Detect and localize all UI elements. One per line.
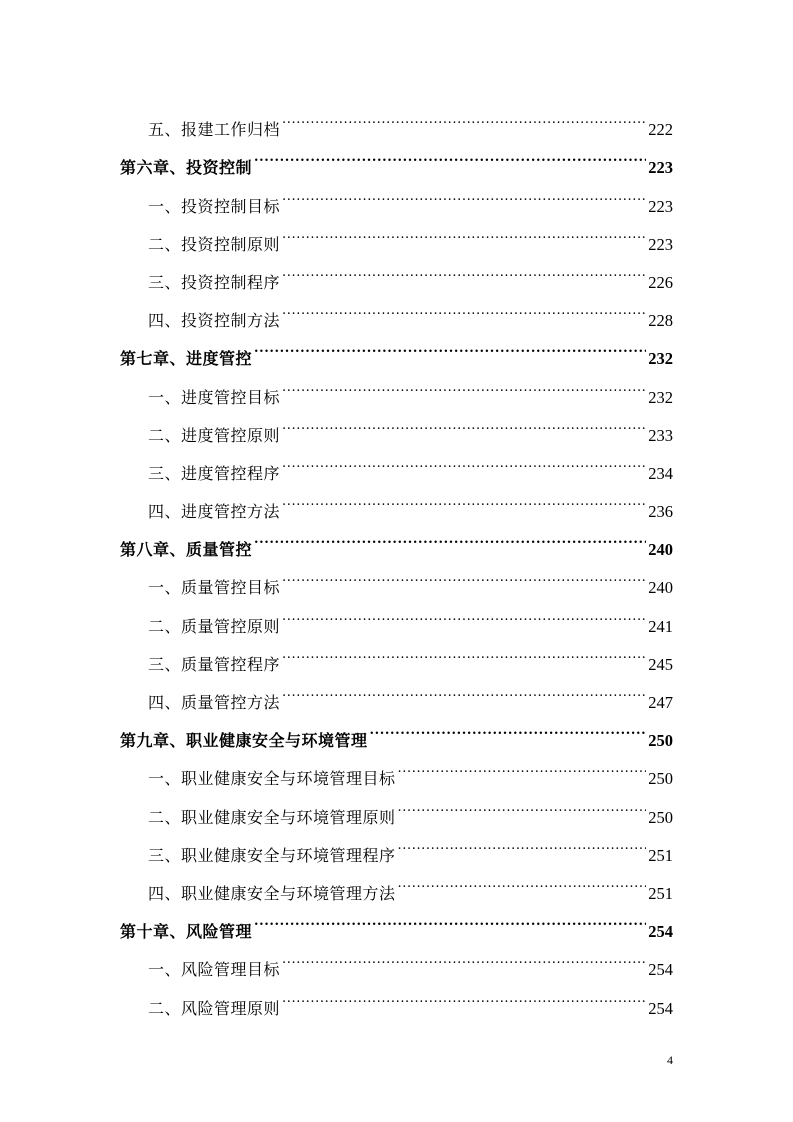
toc-dot-leader xyxy=(282,670,646,708)
toc-entry-page: 234 xyxy=(648,463,673,483)
toc-dot-leader xyxy=(282,975,646,1013)
toc-dot-leader xyxy=(398,823,647,861)
toc-entry-page: 236 xyxy=(648,502,673,522)
toc-entry-page: 240 xyxy=(648,540,673,560)
toc-entry-label: 四、职业健康安全与环境管理方法 xyxy=(148,883,396,903)
toc-dot-leader xyxy=(282,212,646,250)
toc-entry-page: 241 xyxy=(648,616,673,636)
toc-dot-leader xyxy=(398,784,647,822)
toc-entry-page: 223 xyxy=(648,234,673,254)
toc-entry-page: 223 xyxy=(648,158,673,178)
toc-entry-label: 一、风险管理目标 xyxy=(148,960,281,980)
toc-entry-label: 二、进度管控原则 xyxy=(148,425,281,445)
toc-dot-leader xyxy=(282,479,646,517)
toc-entry-label: 第九章、职业健康安全与环境管理 xyxy=(120,731,368,751)
toc-entry-label: 第八章、质量管控 xyxy=(120,540,253,560)
toc-dot-leader xyxy=(398,861,647,899)
toc-dot-leader xyxy=(282,937,646,975)
toc-dot-leader xyxy=(254,135,646,173)
toc-entry-page: 245 xyxy=(648,654,673,674)
toc-entry-label: 第六章、投资控制 xyxy=(120,158,253,178)
toc-entry[interactable] xyxy=(120,97,673,140)
toc-entry-label: 二、质量管控原则 xyxy=(148,616,281,636)
toc-entry-page: 232 xyxy=(648,387,673,407)
toc-dot-leader xyxy=(254,899,646,937)
toc-entry-label: 一、投资控制目标 xyxy=(148,196,281,216)
toc-dot-leader xyxy=(282,593,646,631)
toc-entry-label: 一、质量管控目标 xyxy=(148,578,281,598)
toc-entry-page: 233 xyxy=(648,425,673,445)
toc-dot-leader xyxy=(370,708,647,746)
toc-entry-label: 一、职业健康安全与环境管理目标 xyxy=(148,769,396,789)
toc-entry-page: 254 xyxy=(648,998,673,1018)
toc-entry-label: 四、进度管控方法 xyxy=(148,502,281,522)
toc-entry-page: 228 xyxy=(648,311,673,331)
toc-entry-label: 五、报建工作归档 xyxy=(148,120,281,140)
toc-dot-leader xyxy=(398,746,647,784)
toc-entry-page: 254 xyxy=(648,960,673,980)
toc-entry-page: 254 xyxy=(648,922,673,942)
toc-dot-leader xyxy=(282,97,646,135)
toc-entry-label: 第七章、进度管控 xyxy=(120,349,253,369)
toc-dot-leader xyxy=(282,364,646,402)
toc-entry-label: 三、质量管控程序 xyxy=(148,654,281,674)
toc-entry-page: 232 xyxy=(648,349,673,369)
toc-entry-label: 第十章、风险管理 xyxy=(120,922,253,942)
page-number: 4 xyxy=(667,1053,673,1067)
toc-dot-leader xyxy=(282,173,646,211)
toc-dot-leader xyxy=(282,555,646,593)
toc-entry-label: 二、风险管理原则 xyxy=(148,998,281,1018)
toc-entry-label: 三、职业健康安全与环境管理程序 xyxy=(148,845,396,865)
toc-dot-leader xyxy=(254,517,646,555)
toc-entry-label: 三、进度管控程序 xyxy=(148,463,281,483)
toc-dot-leader xyxy=(282,632,646,670)
toc-entry-label: 四、投资控制方法 xyxy=(148,311,281,331)
toc-entry-page: 250 xyxy=(648,769,673,789)
toc-entry-page: 240 xyxy=(648,578,673,598)
toc-entry-label: 二、投资控制原则 xyxy=(148,234,281,254)
toc-entry-page: 251 xyxy=(648,845,673,865)
table-of-contents xyxy=(120,97,673,1018)
toc-dot-leader xyxy=(282,250,646,288)
toc-entry-label: 四、质量管控方法 xyxy=(148,693,281,712)
toc-entry-page: 247 xyxy=(648,693,673,712)
toc-dot-leader xyxy=(282,288,646,326)
toc-entry-label: 二、职业健康安全与环境管理原则 xyxy=(148,807,396,827)
toc-dot-leader xyxy=(282,403,646,441)
toc-entry-page: 226 xyxy=(648,272,673,292)
toc-entry-page: 251 xyxy=(648,883,673,903)
toc-entry-page: 250 xyxy=(648,807,673,827)
toc-entry-page: 250 xyxy=(648,731,673,751)
toc-entry-page: 222 xyxy=(648,120,673,140)
toc-entry-label: 一、进度管控目标 xyxy=(148,387,281,407)
toc-dot-leader xyxy=(254,326,646,364)
toc-dot-leader xyxy=(282,441,646,479)
toc-entry-label: 三、投资控制程序 xyxy=(148,272,281,292)
toc-entry-page: 223 xyxy=(648,196,673,216)
